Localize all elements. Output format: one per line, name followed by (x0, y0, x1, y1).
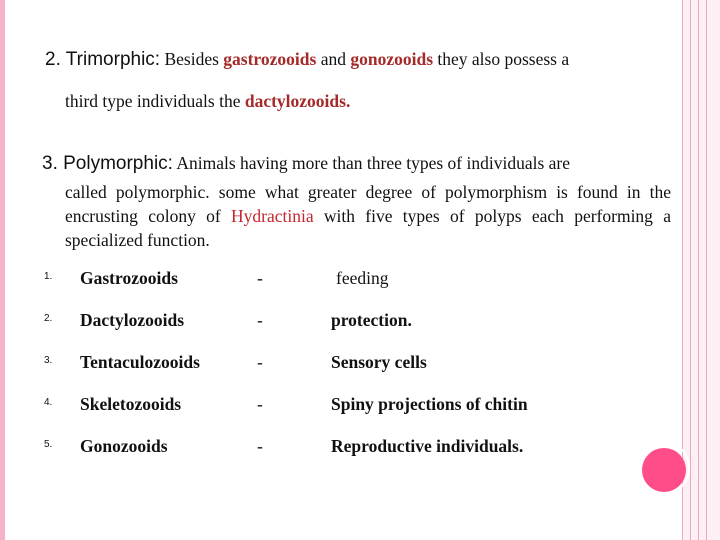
list-item (0, 352, 640, 376)
decorative-circle (642, 448, 686, 492)
separator-dash: - (257, 436, 263, 456)
polymorphic-heading-line (42, 153, 570, 175)
term-gastrozooids: gastrozooids (223, 49, 317, 69)
zooid-function: feeding (336, 268, 389, 288)
right-border-line (690, 0, 691, 540)
text: called polymorphic. some what greater degree of polymorphism is found in the encrusting colony of (65, 182, 671, 226)
zooid-function: Sensory cells (331, 352, 427, 372)
zooid-type: Gastrozooids (80, 268, 178, 288)
polymorphic-paragraph (65, 180, 671, 252)
text: with five types of polyps each performing a specialized function. (65, 206, 671, 250)
list-number: 4. (44, 397, 53, 408)
list-item (0, 268, 640, 292)
list-item (0, 436, 640, 460)
zooid-type: Skeletozooids (80, 394, 182, 414)
term-hydractinia: Hydractinia (230, 206, 314, 226)
trimorphic-label: 2. Trimorphic: (45, 49, 161, 70)
text: third type individuals the (65, 91, 245, 111)
separator-dash: - (257, 394, 263, 414)
polymorphic-label: 3. Polymorphic: (42, 153, 173, 174)
trimorphic-heading-line (45, 49, 569, 71)
text: Besides (160, 49, 224, 69)
right-border-line (698, 0, 699, 540)
list-number: 2. (44, 313, 53, 324)
right-border-line (706, 0, 707, 540)
list-number: 1. (44, 271, 53, 282)
separator-dash: - (257, 310, 263, 330)
separator-dash: - (257, 268, 263, 288)
zooid-function: protection. (331, 310, 412, 330)
term-gonozooids: gonozooids (350, 49, 433, 69)
separator-dash: - (257, 352, 263, 372)
zooid-type: Gonozooids (80, 436, 168, 456)
list-item (0, 310, 640, 334)
text: and (316, 49, 351, 69)
zooid-function: Reproductive individuals. (331, 436, 524, 456)
list-number: 3. (44, 355, 53, 366)
list-number: 5. (44, 439, 53, 450)
zooid-type: Dactylozooids (80, 310, 185, 330)
trimorphic-line-2 (65, 91, 350, 112)
zooid-type: Tentaculozooids (80, 352, 200, 372)
text: Animals having more than three types of individuals are (172, 153, 571, 173)
list-item (0, 394, 640, 418)
text: they also possess a (433, 49, 570, 69)
term-dactylozooids: dactylozooids. (244, 91, 351, 111)
zooid-function: Spiny projections of chitin (331, 394, 528, 414)
